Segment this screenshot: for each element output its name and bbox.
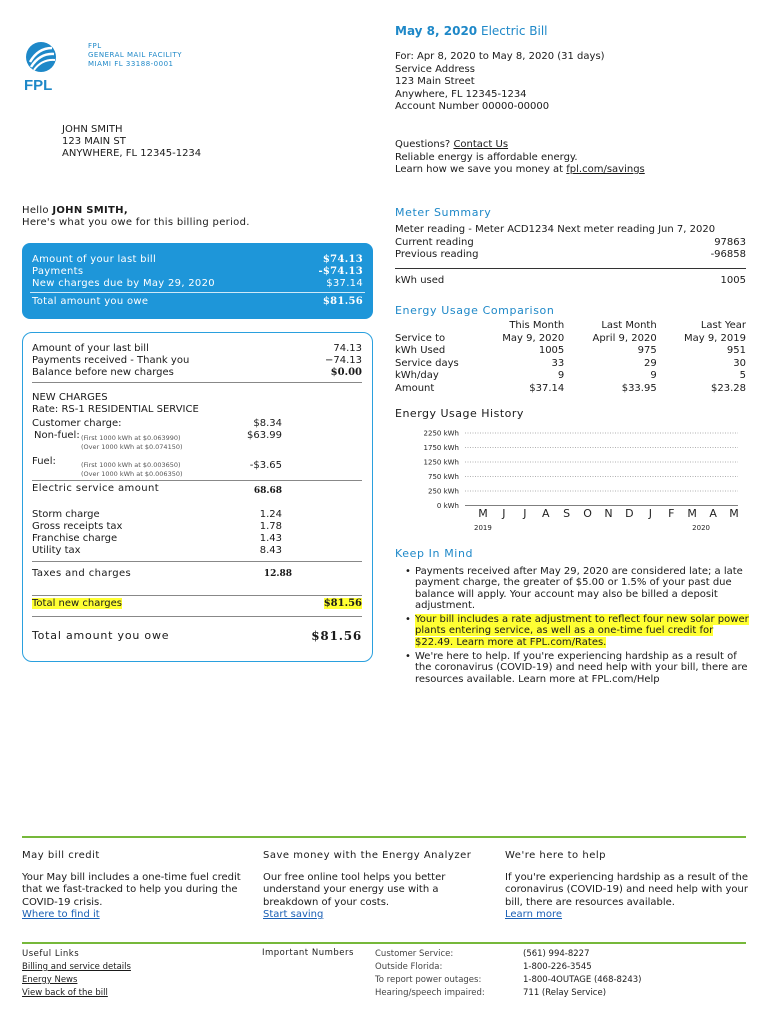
important-numbers: Customer Service: (561) 994-8227 Outside Florida: 1-800-226-3545 To report power outages: 1-800-4OUTAGE (468-8243) Hearing/speech impaired: 711 (Relay Service) — [375, 949, 642, 998]
meter-summary-title: Meter Summary — [395, 206, 492, 219]
logo-text: FPL — [24, 77, 53, 94]
customer-name: JOHN SMITH, — [52, 205, 128, 216]
footer-col-help: We're here to help If you're experiencing hardship as a result of the coronavirus (COVID-19) and need help with your bill, there are resources available. Learn more — [505, 850, 749, 920]
where-to-find-link[interactable]: Where to find it — [22, 909, 100, 920]
month-label: S — [563, 507, 571, 520]
year-label: 2020 — [692, 524, 710, 532]
total-new-charges-row: Total new charges $81.56 — [32, 598, 362, 609]
important-numbers-title: Important Numbers — [262, 948, 354, 958]
from-address: FPL GENERAL MAIL FACILITY MIAMI FL 33188-0001 — [88, 42, 183, 68]
summary-total: Total amount you owe $81.56 — [32, 296, 363, 307]
y-tick-label: 0 kWh — [436, 502, 459, 510]
start-saving-link[interactable]: Start saving — [263, 909, 324, 920]
month-label: M — [729, 507, 739, 520]
contact-us-link[interactable]: Contact Us — [453, 139, 509, 150]
learn-more-link[interactable]: Learn more — [505, 909, 563, 920]
summary-row: New charges due by May 29, 2020 $37.14 — [32, 278, 363, 289]
amount-summary-box — [22, 243, 373, 319]
total-owe-row: Total amount you owe $81.56 — [32, 629, 362, 643]
useful-links: Useful Links Billing and service details Energy News View back of the bill — [22, 949, 131, 998]
customer-address: JOHN SMITH 123 MAIN ST ANYWHERE, FL 12345-1234 — [62, 124, 202, 159]
month-label: M — [687, 507, 697, 520]
fpl-logo — [22, 40, 80, 94]
month-label: N — [604, 507, 613, 520]
month-label: J — [523, 507, 527, 520]
charges-detail-box: Amount of your last bill 74.13 Payments received - Thank you −74.13 Balance before new charges $0.00 NEW CHARGES Rate: RS-1 RESIDENTIAL SERVICE Customer charge: $8.34 Non-fuel: $63.99 (First 1000 kWh at $0.063990) (Over 1000 kWh at $0.074150) Fuel: -$3.65 (First 1000 kWh at $0.003650) (Over 1000 kWh at $0.006350) Electric service amount 68.68 Storm charge 1.24 Gross receipts tax 1.78 Franchise charge 1.43 Utility tax 8.43 Taxes and charges 12.88 Total new charges $81.56 Total amount you owe $81.56 — [22, 332, 373, 662]
y-tick-label: 750 kWh — [428, 473, 459, 481]
meter-summary: Meter Summary Meter reading - Meter ACD1234 Next meter reading Jun 7, 2020 Current reading 97863 Previous reading -96858 kWh used 1005 — [395, 206, 746, 286]
summary-row: Amount of your last bill $74.13 — [32, 254, 363, 265]
month-label: A — [709, 507, 717, 520]
y-tick-label: 2250 kWh — [423, 429, 459, 438]
month-label: J — [648, 507, 652, 520]
keep-in-mind: Keep In Mind • Payments received after May 29, 2020 are considered late; a late payment charge, the greater of $5.00 or 1.5% of your past due balance will apply. Your account may also be billed a deposit adjustment. • Your bill includes a rate adjustment to reflect four new solar power plants entering service, as well as a one-time fuel credit for $22.49. Learn more at FPL.com/Rates. • We're here to help. If you're experiencing hardship as a result of the coronavirus (COVID-19) and need help with your bill, there are resources available. Learn more at FPL.com/Help — [395, 547, 750, 688]
usage-history-chart — [395, 424, 750, 534]
footer-divider — [22, 836, 746, 838]
notice-item: • We're here to help. If you're experiencing hardship as a result of the coronavirus (COVID-19) and need help with your bill, there are resources available. Learn more at FPL.com/Help — [405, 651, 750, 685]
notice-item: • Payments received after May 29, 2020 are considered late; a late payment charge, the greater of $5.00 or 1.5% of your past due balance will apply. Your account may also be billed a deposit adjustment. — [405, 566, 750, 611]
month-label: A — [541, 507, 550, 520]
usage-table: This Month Last Month Last Year Service to May 9, 2020 April 9, 2020 May 9, 2019 kWh Used 1005 975 951 Service days 33 29 30 kWh/day 9 9 5 Amount $37.14 $33.95 $23.28 — [395, 320, 746, 394]
month-label: O — [583, 507, 592, 520]
summary-row: Payments -$74.13 — [32, 266, 363, 277]
year-label: 2019 — [474, 524, 492, 532]
y-tick-label: 1750 kWh — [423, 444, 459, 452]
view-back-link[interactable]: View back of the bill — [22, 988, 108, 998]
month-label: F — [668, 507, 675, 520]
month-label: J — [502, 507, 506, 520]
usage-history-title: Energy Usage History — [395, 407, 524, 420]
month-label: D — [625, 507, 634, 520]
billing-period: For: Apr 8, 2020 to May 8, 2020 (31 days) — [395, 51, 605, 62]
billing-details-link[interactable]: Billing and service details — [22, 962, 131, 972]
bill-title: May 8, 2020 Electric Bill — [395, 24, 548, 38]
month-label: M — [478, 507, 488, 520]
service-address-label: Service Address — [395, 63, 475, 75]
savings-link[interactable]: fpl.com/savings — [566, 164, 645, 175]
footer-col-energy-analyzer: Save money with the Energy Analyzer Our free online tool helps you better understand your energy use with a breakdown of your costs. Start saving — [263, 850, 472, 920]
energy-news-link[interactable]: Energy News — [22, 975, 78, 985]
greeting: Hello JOHN SMITH, Here's what you owe for this billing period. — [22, 205, 250, 228]
y-tick-label: 1250 kWh — [423, 458, 459, 467]
y-tick-label: 250 kWh — [428, 487, 459, 496]
account-number: Account Number 00000-00000 — [395, 101, 550, 112]
bill-info: For: Apr 8, 2020 to May 8, 2020 (31 days) Service Address 123 Main Street Anywhere, FL 12345-1234 Account Number 00000-00000 — [395, 51, 605, 112]
notice-item: • Your bill includes a rate adjustment to reflect four new solar power plants entering service, as well as a one-time fuel credit for $22.49. Learn more at FPL.com/Rates. — [405, 614, 750, 648]
usage-comparison: Energy Usage Comparison This Month Last Month Last Year Service to May 9, 2020 April 9, 2020 May 9, 2019 kWh Used 1005 975 951 Service days 33 29 30 kWh/day 9 9 5 Amount $37.14 $33.95 $23.28 — [395, 304, 746, 394]
questions-block: Questions? Contact Us Reliable energy is affordable energy. Learn how we save you money at fpl.com/savings — [395, 139, 645, 175]
footer-col-bill-credit: May bill credit Your May bill includes a one-time fuel credit that we fast-tracked to help you during the COVID-19 crisis. Where to find it — [22, 850, 241, 920]
